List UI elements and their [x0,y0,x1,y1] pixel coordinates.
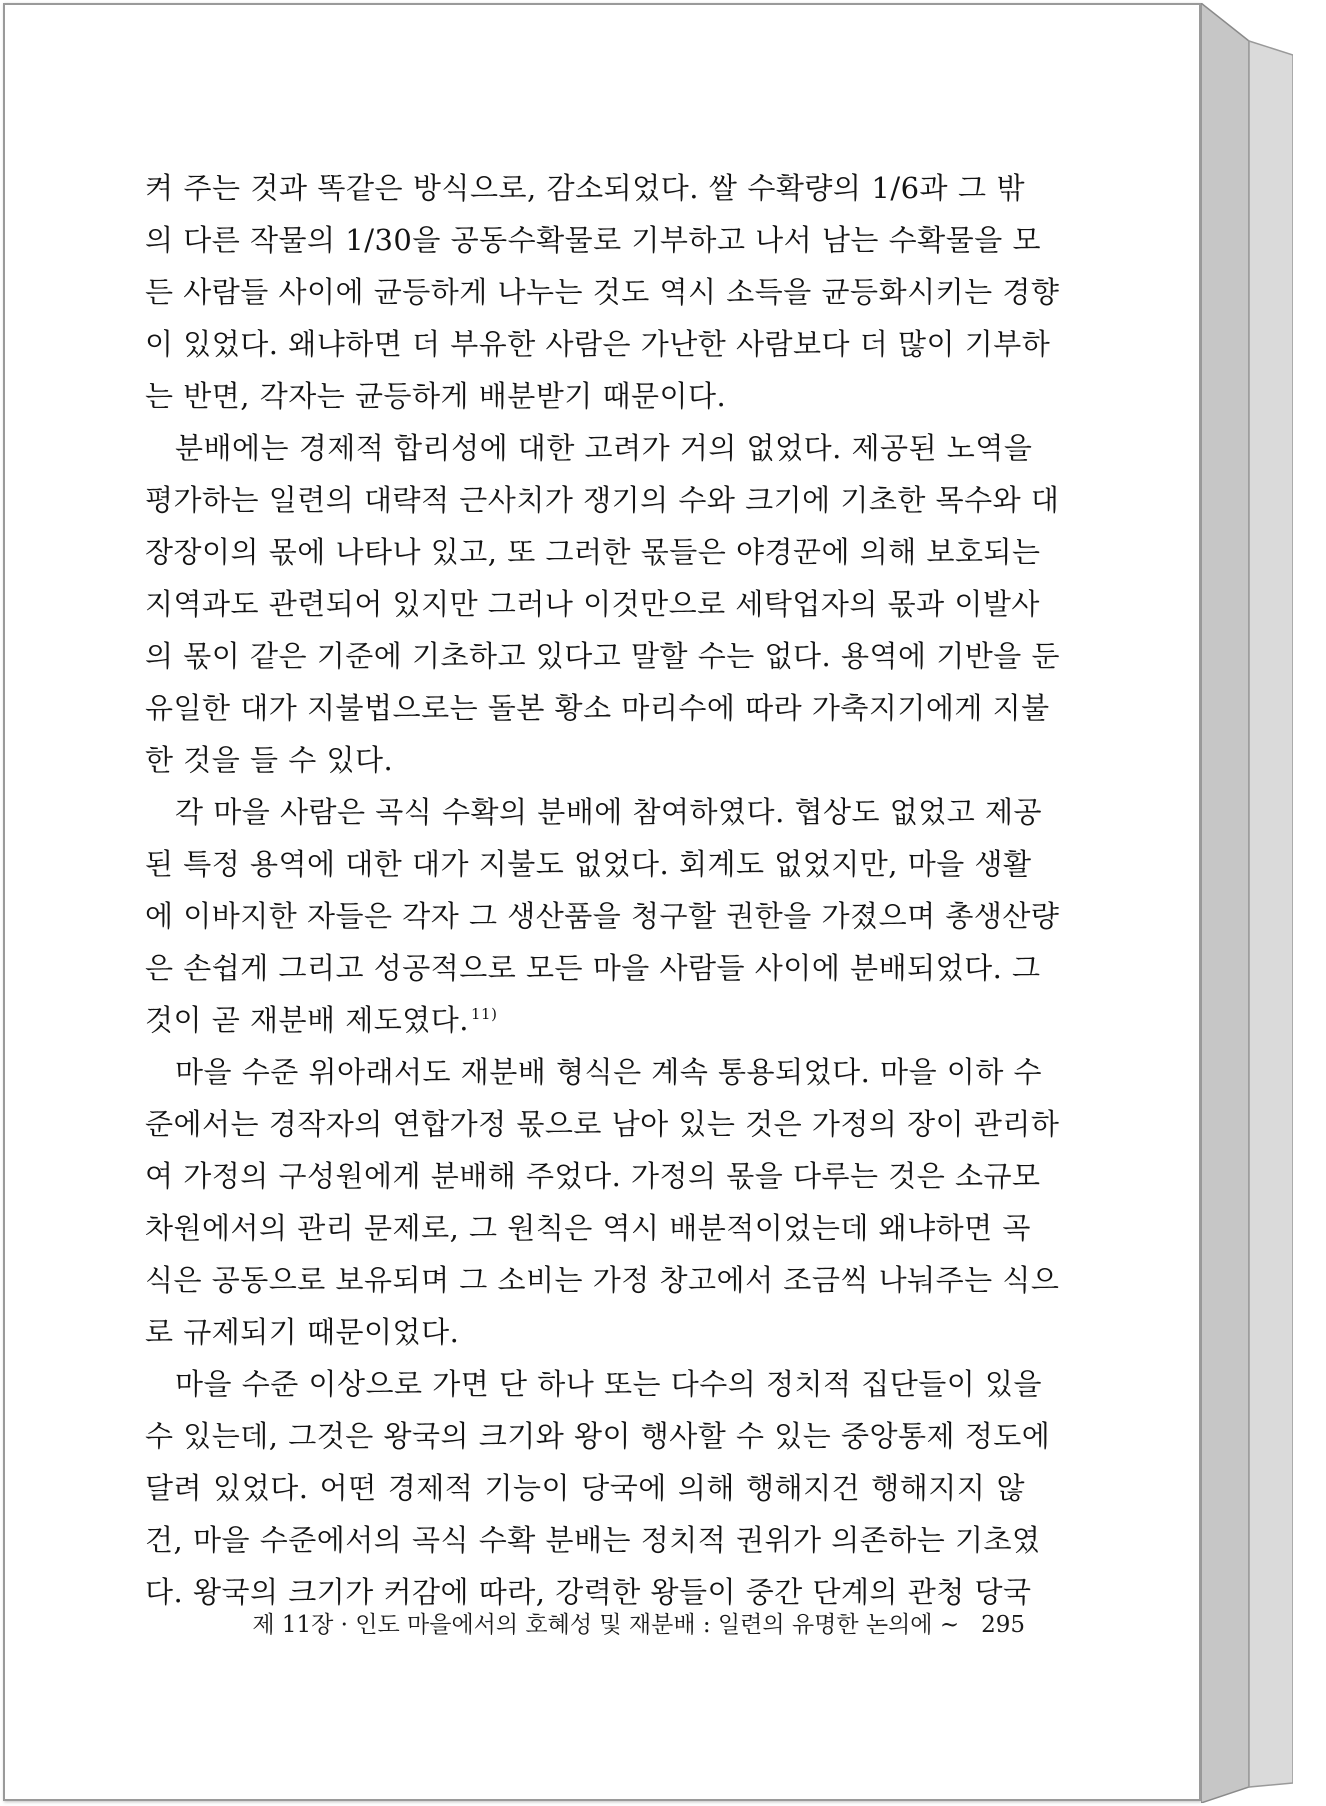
text-line [145,1254,1060,1306]
text-line [145,890,1060,942]
text-line [145,162,1025,214]
text-line [145,1202,1031,1254]
text-line [145,1098,1060,1150]
text-line-content: 유일한 대가 지불법으로는 돌본 황소 마리수에 따라 가축지기에게 지불 [145,691,1050,725]
text-line [145,630,1061,682]
text-line [145,682,1050,734]
text-line [145,1514,1041,1566]
text-line [145,786,1043,838]
running-head: 제 11장 · 인도 마을에서의 호혜성 및 재분배 : 일련의 유명한 논의에 ~ [252,1612,960,1638]
page-footer [145,1606,1025,1639]
text-line-content: 분배에는 경제적 합리성에 대한 고려가 거의 없었다. 제공된 노역을 [175,431,1033,465]
text-line [145,1358,1043,1410]
text-line-content: 된 특정 용역에 대한 대가 지불도 없었다. 회계도 없었지만, 마을 생활 [145,847,1032,881]
text-line-content: 준에서는 경작자의 연합가정 몫으로 남아 있는 것은 가정의 장이 관리하 [145,1107,1060,1141]
text-line-content: 장장이의 몫에 나타나 있고, 또 그러한 몫들은 야경꾼에 의해 보호되는 [145,535,1041,569]
text-line-content: 여 가정의 구성원에게 분배해 주었다. 가정의 몫을 다루는 것은 소규모 [145,1159,1041,1193]
text-line-content: 수 있는데, 그것은 왕국의 크기와 왕이 행사할 수 있는 중앙통제 정도에 [145,1419,1051,1453]
text-line-content: 달려 있었다. 어떤 경제적 기능이 당국에 의해 행해지건 행해지지 않 [145,1471,1025,1505]
text-line [145,942,1041,994]
text-line-content: 의 다른 작물의 1/30을 공동수확물로 기부하고 나서 남는 수확물을 모 [145,223,1041,257]
text-line [145,318,1051,370]
text-line-content: 로 규제되기 때문이었다. [145,1315,460,1349]
text-line [145,526,1041,578]
text-line [145,1306,1025,1358]
text-line-content: 식은 공동으로 보유되며 그 소비는 가정 창고에서 조금씩 나눠주는 식으 [145,1263,1060,1297]
text-line-content: 한 것을 들 수 있다. [145,743,394,777]
text-line-content: 이 있었다. 왜냐하면 더 부유한 사람은 가난한 사람보다 더 많이 기부하 [145,327,1051,361]
book-spine [1201,3,1293,1803]
text-line-content: 는 반면, 각자는 균등하게 배분받기 때문이다. [145,379,727,413]
text-line-content: 든 사람들 사이에 균등하게 나누는 것도 역시 소득을 균등화시키는 경향 [145,275,1060,309]
text-line [145,838,1032,890]
text-line-content: 각 마을 사람은 곡식 수확의 분배에 참여하였다. 협상도 없었고 제공 [175,795,1043,829]
text-line [145,370,1025,422]
text-line [145,474,1060,526]
text-line-content: 의 몫이 같은 기준에 기초하고 있다고 말할 수는 없다. 용역에 기반을 둔 [145,639,1061,673]
text-line [145,1462,1025,1514]
text-line [145,1150,1041,1202]
text-line [145,578,1040,630]
text-line-content: 마을 수준 위아래서도 재분배 형식은 계속 통용되었다. 마을 이하 수 [175,1055,1043,1089]
text-line [145,1410,1051,1462]
text-line [145,214,1041,266]
text-line-content: 다. 왕국의 크기가 커감에 따라, 강력한 왕들이 중간 단계의 관청 당국 [145,1575,1032,1609]
text-line [145,734,1025,786]
text-line-content: 켜 주는 것과 똑같은 방식으로, 감소되었다. 쌀 수확량의 1/6과 그 밖 [145,171,1025,205]
text-line-content: 평가하는 일련의 대략적 근사치가 쟁기의 수와 크기에 기초한 목수와 대 [145,483,1060,517]
text-line [145,422,1033,474]
text-line-content: 마을 수준 이상으로 가면 단 하나 또는 다수의 정치적 집단들이 있을 [175,1367,1043,1401]
text-line-content: 차원에서의 관리 문제로, 그 원칙은 역시 배분적이었는데 왜냐하면 곡 [145,1211,1031,1245]
book-spine-graphic [1201,3,1293,1803]
body-text [145,162,1061,1618]
text-line-content: 것이 곧 재분배 제도였다. [145,1003,470,1037]
text-line-content: 건, 마을 수준에서의 곡식 수확 분배는 정치적 권위가 의존하는 기초였 [145,1523,1041,1557]
footnote-reference[interactable]: 11) [471,1005,498,1024]
page-number: 295 [981,1612,1025,1638]
text-line-content: 은 손쉽게 그리고 성공적으로 모든 마을 사람들 사이에 분배되었다. 그 [145,951,1041,985]
text-line [145,994,1025,1046]
text-line [145,266,1060,318]
text-line [145,1046,1043,1098]
text-line-content: 에 이바지한 자들은 각자 그 생산품을 청구할 권한을 가졌으며 총생산량 [145,899,1060,933]
text-line-content: 지역과도 관련되어 있지만 그러나 이것만으로 세탁업자의 몫과 이발사 [145,587,1040,621]
